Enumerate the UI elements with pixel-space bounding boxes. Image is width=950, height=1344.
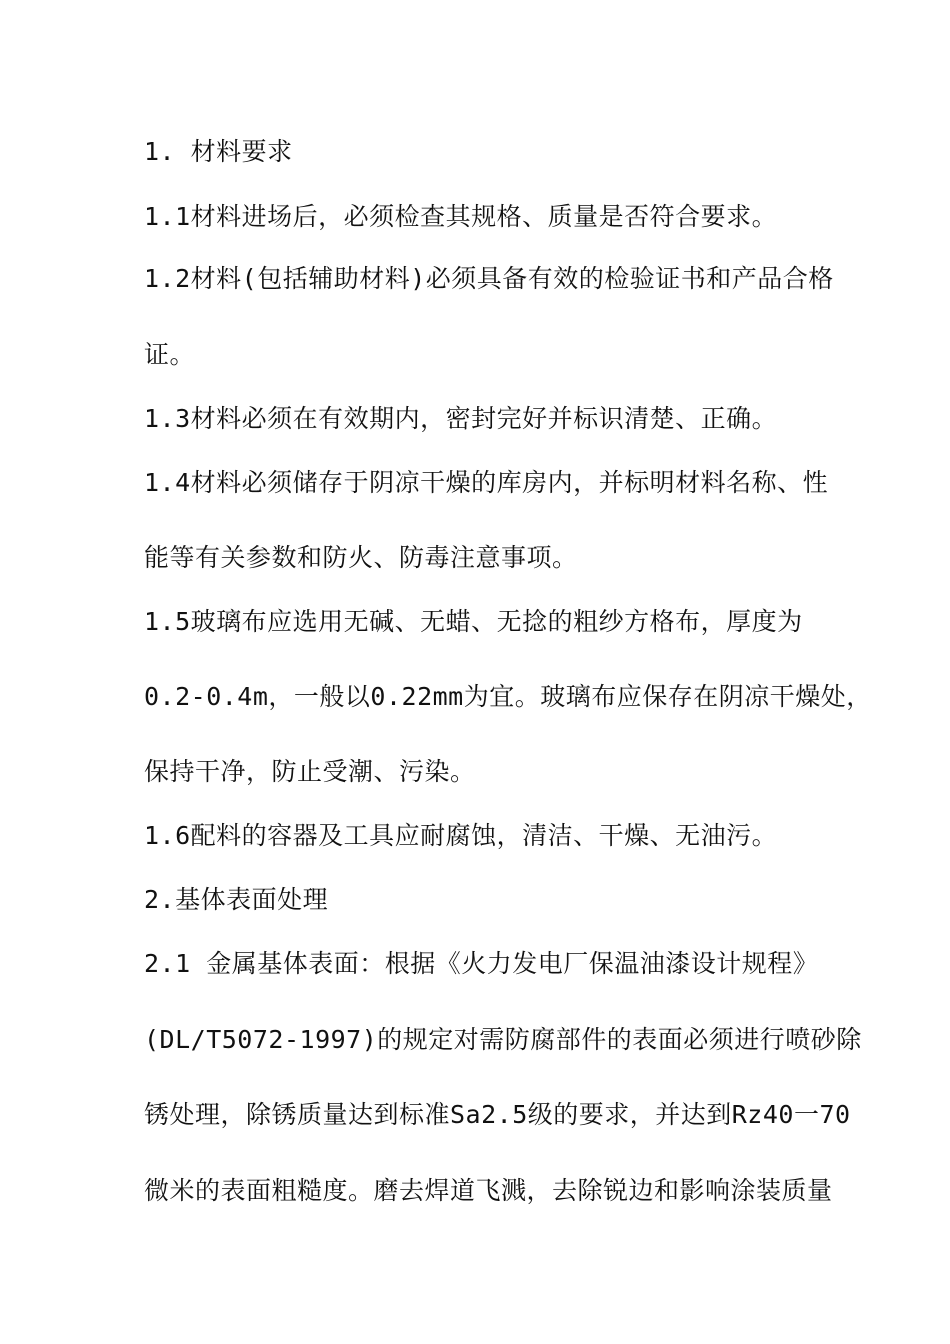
paragraph-2-1-line-2: (DL/T5072-1997)的规定对需防腐部件的表面必须进行喷砂除 xyxy=(144,1025,862,1054)
paragraph-1-1: 1.1材料进场后，必须检查其规格、质量是否符合要求。 xyxy=(144,202,778,231)
paragraph-2-1-line-4: 微米的表面粗糙度。磨去焊道飞溅，去除锐边和影响涂装质量 xyxy=(144,1176,833,1205)
paragraph-1-5-line-3: 保持干净，防止受潮、污染。 xyxy=(144,757,476,786)
paragraph-1-5-line-1: 1.5玻璃布应选用无碱、无蜡、无捻的粗纱方格布，厚度为 xyxy=(144,607,803,636)
paragraph-1-2-line-1: 1.2材料(包括辅助材料)必须具备有效的检验证书和产品合格 xyxy=(144,264,834,293)
paragraph-1-3: 1.3材料必须在有效期内，密封完好并标识清楚、正确。 xyxy=(144,404,778,433)
paragraph-2-1-line-3: 锈处理，除锈质量达到标准Sa2.5级的要求，并达到Rz40一70 xyxy=(144,1100,851,1129)
paragraph-2-1-line-1: 2.1 金属基体表面：根据《火力发电厂保温油漆设计规程》 xyxy=(144,949,819,978)
paragraph-1-4-line-2: 能等有关参数和防火、防毒注意事项。 xyxy=(144,543,578,572)
paragraph-1-2-line-2: 证。 xyxy=(144,340,196,369)
paragraph-1-6: 1.6配料的容器及工具应耐腐蚀，清洁、干燥、无油污。 xyxy=(144,821,778,850)
paragraph-1-5-line-2: 0.2-0.4m，一般以0.22mm为宜。玻璃布应保存在阴凉干燥处， xyxy=(144,682,872,711)
heading-material-requirements: 1. 材料要求 xyxy=(144,137,293,166)
heading-substrate-surface-treatment: 2.基体表面处理 xyxy=(144,885,329,914)
paragraph-1-4-line-1: 1.4材料必须储存于阴凉干燥的库房内，并标明材料名称、性 xyxy=(144,468,829,497)
